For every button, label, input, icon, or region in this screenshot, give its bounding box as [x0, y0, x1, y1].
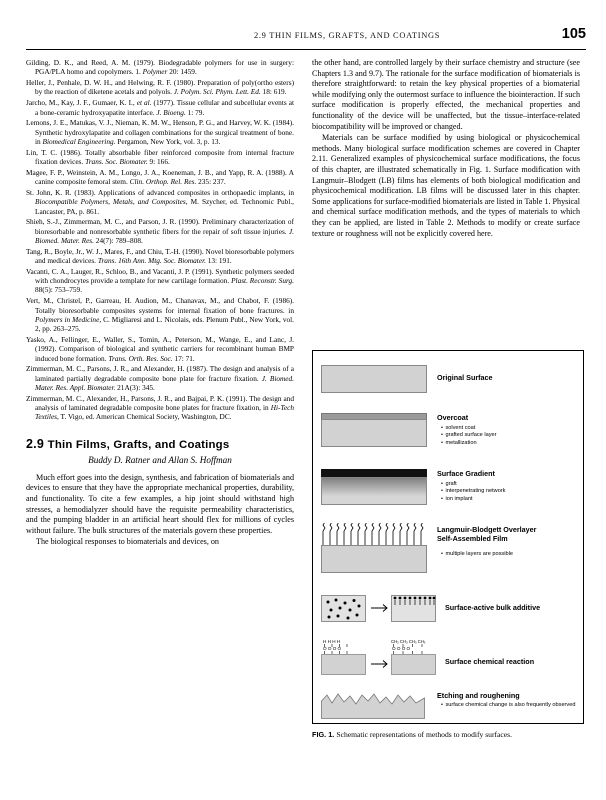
list-item: Zimmerman, M. C., Parsons, J. R., and Alexander, H. (1987). The design and analysis of a laminated partially degradable composite bone plate for fracture fixation. J. Biomed. Mater. Res. Appl. Biomater. 21A(3): 345.: [26, 364, 294, 393]
bullet: • ion implant: [441, 496, 505, 503]
bullet: • solvent coat: [441, 425, 496, 432]
paragraph: The biological responses to biomaterials and devices, on: [36, 537, 219, 547]
bullet: • interpenetrating network: [441, 488, 505, 495]
svg-text:O O O O: O O O O: [323, 646, 342, 651]
bullet: • grafted surface layer: [441, 432, 496, 439]
list-item: Lin, T. C. (1986). Totally absorbable fiber reinforced composite from internal fracture fixation devices. Trans. Soc. Biomater. 9: 166.: [26, 147, 294, 166]
etching-swatch: [321, 689, 425, 719]
list-item: Heller, J., Penhale, D. W. H., and Helwing, R. F. (1980). Preparation of poly(ortho esters) by the reaction of diketene acetals and polyols. J. Polym. Sci. Phym. Lett. Ed. 18: 619.: [26, 78, 294, 97]
figure-1: [312, 350, 582, 739]
bullet: • surface chemical change is also frequently observed: [441, 702, 575, 709]
rough-surface-icon: [321, 689, 425, 719]
surface-gradient-bullets: [441, 481, 505, 503]
original-surface-label: Original Surface: [437, 373, 493, 382]
list-item: Lemons, J. E., Matukas, V. J., Nieman, K. M. W., Henson, P. G., and Harvey, W. K. (1984). Synthetic hydroxylapatite and collagen combinations for the surgical treatment of bone. in Biomedical Engineering. Pergamon, New York, vol. 3, p. 13.: [26, 118, 294, 146]
paragraph: the other hand, are controlled largely by their surface chemistry and structure (see Chapters 1.3 and 9.7). The rationale for the surface modification of biomaterials is therefore straightforward: to retain the key physical properties of a biomaterial while modifying only the outermost surface to influence the biointeraction. If such surface modification is properly effected, the mechanical properties and functionality of the device will be unaffected, but the tissue–interface-related biocompatibility will be improved or changed.: [312, 58, 580, 131]
figure-row-overcoat: [313, 409, 583, 457]
surface-gradient-label: Surface Gradient: [437, 469, 495, 478]
bulk-additive-label: Surface-active bulk additive: [445, 603, 541, 612]
page-header: [26, 26, 586, 50]
langmuir-blodgett-swatch: [321, 523, 425, 573]
section-number: 2.9: [26, 436, 44, 451]
bullet: • multiple layers are possible: [441, 551, 513, 558]
langmuir-blodgett-label-line2: Self-Assembled Film: [437, 534, 508, 543]
figure-row-etching: [313, 687, 583, 721]
left-column: [26, 58, 294, 549]
original-surface-swatch: [321, 365, 425, 393]
page-number: 105: [561, 26, 586, 42]
paragraph: Materials can be surface modified by using biological or physicochemical methods. Many biological surface modification schemes are covered in Chapter 2.11. Generalized examples of physicochemical surface modifications, the focus of this chapter, are illustrated schematically in Fig. 1. Surface modification with Langmuir–Blodgett (LB) films has elements of both biological modification and physicochemical modification. LB films will be discussed later in this chapter. Some applications for surface-modified biomaterials are listed in Table 1. Physical and chemical surface modification methods, and the types of materials to which they can be applied, are listed in Table 2. Methods to modify or create surface texture or roughness will not be explicitly covered here.: [312, 133, 580, 238]
list-item: Gilding, D. K., and Reed, A. M. (1979). Biodegradable polymers for use in surgery: PGA/PLA homo and copolymers. 1. Polymer 20: 1459.: [26, 58, 294, 77]
list-item: Shieh, S.-J., Zimmerman, M. C., and Parson, J. R. (1990). Preliminary characterization of bioresorbable and nonresorbable synthetic fibers for the repair of soft tissue injuries. J. Biomed. Mater. Res. 24(7): 789–808.: [26, 217, 294, 245]
etching-bullets: [441, 702, 575, 709]
overcoat-swatch: [321, 413, 425, 447]
list-item: Jarcho, M., Kay, J. F., Gumaer, K. I., et al. (1977). Tissue cellular and subcellular events at a bone-ceramic hydroxyapatite interface. J. Bioeng. 1: 79.: [26, 98, 294, 117]
bullet: • graft: [441, 481, 505, 488]
bulk-additive-icon: [321, 591, 437, 625]
list-item: Yasko, A., Fellinger, E., Waller, S., Tomin, A., Peterson, M., Wange, E., and Lanc, J. (1992). Comparison of biological and synthetic carriers for recombinant human BMP induced bone formation. Trans. Orth. Res. Soc. 17: 71.: [26, 334, 294, 363]
section-heading: [26, 437, 294, 451]
langmuir-blodgett-label-line1: Langmuir-Blodgett Overlayer: [437, 525, 537, 534]
svg-text:CH₃ CH₃ CH₃ CH₃: CH₃ CH₃ CH₃ CH₃: [391, 639, 426, 644]
lb-chains-icon: [321, 523, 425, 545]
figure-caption-text: Schematic representations of methods to modify surfaces.: [336, 730, 513, 739]
overcoat-bullets: [441, 425, 496, 447]
section-authors: Buddy D. Ratner and Allan S. Hoffman: [88, 454, 232, 465]
list-item: St. John, K. R. (1983). Applications of advanced composites in orthopaedic implants, in Biocompatible Polymers, Metals, and Composites, M. Szycher, ed. Technomic Publ., Lancaster, PA, p. 861.: [26, 187, 294, 216]
running-title: 2.9 THIN FILMS, GRAFTS, AND COATINGS: [254, 31, 441, 40]
etching-label: Etching and roughening: [437, 691, 520, 700]
svg-text:H H H H: H H H H: [323, 639, 341, 644]
reference-list: [26, 58, 294, 422]
figure-caption: [312, 730, 582, 739]
figure-number: FIG. 1.: [312, 730, 335, 739]
figure-row-chemical-reaction: [313, 637, 583, 685]
paragraph: Much effort goes into the design, synthesis, and fabrication of biomaterials and devices to ensure that they have the appropriate mechanical properties, durability, and functionality. To cite a few examples, a hip joint should withstand high stresses, a hemodialyzer should have the requisite permeability characteristics, and the pumping bladder in an artificial heart should flex for millions of cycles without failure. The bulk structures of the materials govern these properties.: [26, 472, 294, 535]
chemical-reaction-label: Surface chemical reaction: [445, 657, 535, 666]
langmuir-blodgett-bullets: [441, 551, 513, 558]
bullet: • metallization: [441, 440, 496, 447]
surface-gradient-swatch: [321, 469, 425, 505]
right-column: [312, 58, 580, 240]
chemical-reaction-swatch: [321, 637, 437, 677]
bulk-additive-swatch: [321, 591, 437, 625]
page-title: Thin Films, Grafts, and Coatings: [47, 438, 230, 451]
overcoat-label: Overcoat: [437, 413, 469, 422]
list-item: Vert, M., Christel, P., Garreau, H. Audion, M., Chanavax, M., and Chabot, F. (1986). Totally bioresorbable composites systems for internal fixation of bone fractures. in Polymers in Medicine, C. Migliaresi and L. Nicolais, eds. Plenum Publ., New York, vol. 2, pp. 263–275.: [26, 296, 294, 334]
list-item: Vacanti, C. A., Lauger, R., Schloo, B., and Vacanti, J. P. (1991). Synthetic polymers seeded with chondrocytes provide a template for new cartilage formation. Plast. Reconstr. Surg. 88(5): 753–759.: [26, 266, 295, 295]
svg-text:O O O O: O O O O: [392, 646, 411, 651]
figure-frame: [312, 350, 584, 724]
list-item: Zimmerman, M. C., Alexander, H., Parsons, J. R., and Bajpai, P. K. (1991). The design and analysis of laminated degradable composite bone plates for fracture fixation, in Hi-Tech Textiles, T. Vigo, ed. American Chemical Society, Washington, DC.: [26, 393, 294, 422]
chemical-reaction-icon: [321, 637, 437, 677]
figure-row-original-surface: [313, 361, 583, 401]
figure-row-langmuir-blodgett: [313, 523, 583, 579]
figure-row-bulk-additive: [313, 587, 583, 631]
list-item: Magee, F. P., Weinstein, A. M., Longo, J. A., Koeneman, J. B., and Yapp, R. A. (1988). A canine composite femoral stem. Clin. Orthop. Rel. Res. 235: 237.: [26, 167, 294, 187]
figure-row-surface-gradient: [313, 465, 583, 513]
list-item: Tang, R., Boyle, Jr., W. J., Mares, F., and Chiu, T.-H. (1990). Novel bioresorbable polymers and medical devices. Trans. 16th Ann. Mtg. Soc. Biomater. 13: 191.: [26, 246, 294, 265]
